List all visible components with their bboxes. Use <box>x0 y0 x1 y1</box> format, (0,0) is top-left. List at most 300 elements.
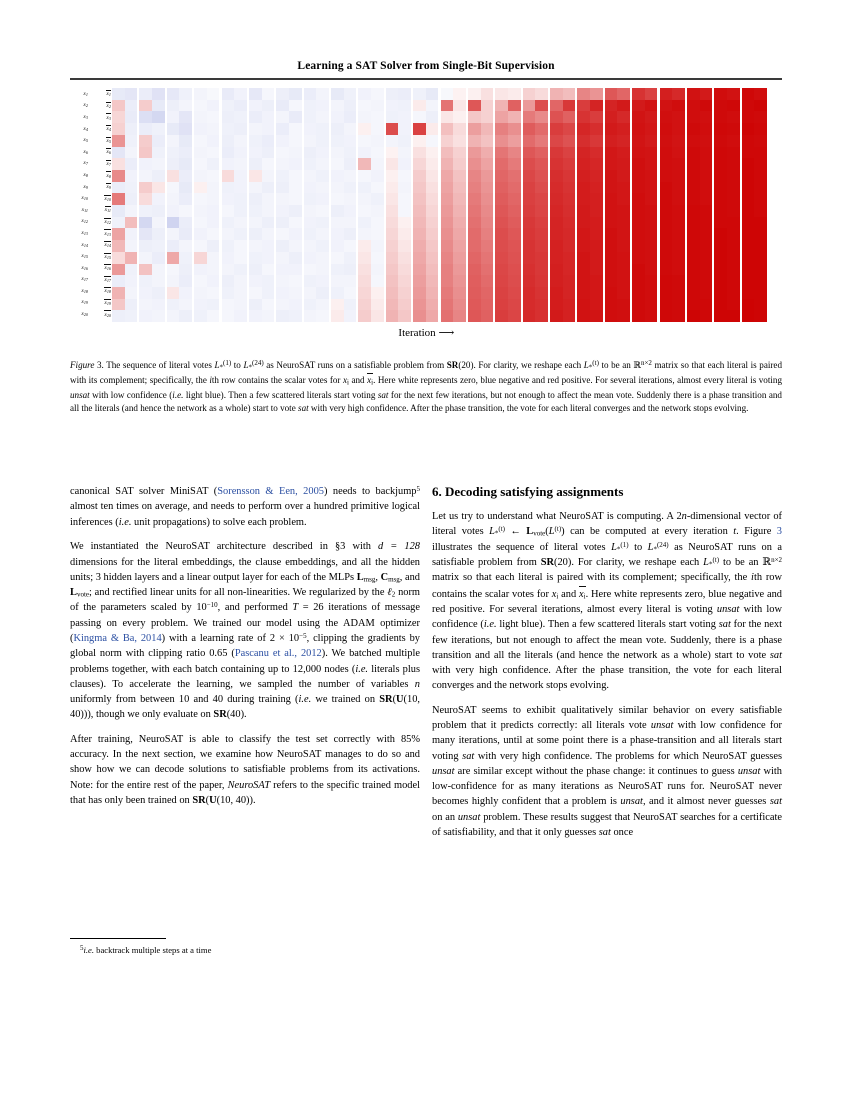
heatmap-cell <box>207 88 220 100</box>
heatmap-cell <box>441 88 454 100</box>
heatmap-cell <box>371 217 384 229</box>
heatmap-iteration-column <box>222 88 247 322</box>
heatmap-cell <box>563 252 576 264</box>
heatmap-cell <box>617 147 630 159</box>
heatmap-cell <box>577 123 590 135</box>
heatmap-literal-subcolumn <box>222 88 235 322</box>
heatmap-cell <box>645 135 658 147</box>
heatmap-cell <box>617 228 630 240</box>
heatmap-cell <box>605 264 618 276</box>
heatmap-cell <box>550 123 563 135</box>
heatmap-cell <box>660 299 673 311</box>
heatmap-cell <box>714 123 727 135</box>
heatmap-cell <box>617 310 630 322</box>
heatmap-cell <box>413 275 426 287</box>
heatmap-cell <box>672 147 685 159</box>
heatmap-literal-subcolumn <box>112 88 125 322</box>
heatmap-cell <box>508 100 521 112</box>
heatmap-cell <box>262 252 275 264</box>
heatmap-cell <box>700 123 713 135</box>
heatmap-cell <box>289 264 302 276</box>
heatmap-cell <box>632 240 645 252</box>
heatmap-complement-subcolumn <box>645 88 658 322</box>
heatmap-container <box>70 86 782 324</box>
heatmap-cell <box>605 135 618 147</box>
heatmap-cell <box>495 287 508 299</box>
heatmap-cell <box>687 147 700 159</box>
heatmap-cell <box>139 252 152 264</box>
heatmap-cell <box>276 123 289 135</box>
heatmap-cell <box>563 158 576 170</box>
heatmap-cell <box>398 135 411 147</box>
heatmap-cell <box>577 170 590 182</box>
heatmap-cell <box>453 240 466 252</box>
heatmap-cell <box>179 182 192 194</box>
heatmap-cell <box>742 182 755 194</box>
heatmap-cell <box>179 193 192 205</box>
citation-kingma-ba[interactable]: Kingma & Ba, 2014 <box>73 633 162 645</box>
heatmap-cell <box>617 287 630 299</box>
heatmap-cell <box>413 252 426 264</box>
heatmap-cell <box>386 135 399 147</box>
heatmap-literal-subcolumn <box>687 88 700 322</box>
heatmap-cell <box>632 310 645 322</box>
heatmap-cell <box>453 158 466 170</box>
heatmap-cell <box>550 287 563 299</box>
heatmap-cell <box>304 111 317 123</box>
heatmap-cell <box>453 88 466 100</box>
heatmap-cell <box>331 205 344 217</box>
heatmap-cell <box>316 88 329 100</box>
heatmap-cell <box>398 100 411 112</box>
heatmap-cell <box>179 135 192 147</box>
heatmap-complement-subcolumn <box>754 88 767 322</box>
heatmap-cell <box>700 228 713 240</box>
heatmap-cell <box>727 310 740 322</box>
heatmap-cell <box>316 147 329 159</box>
heatmap-cell <box>495 88 508 100</box>
heatmap-cell <box>523 287 536 299</box>
heatmap-cell <box>289 158 302 170</box>
heatmap-cell <box>700 310 713 322</box>
heatmap-cell <box>167 252 180 264</box>
citation-pascanu[interactable]: Pascanu et al., 2012 <box>234 648 322 660</box>
heatmap-cell <box>386 170 399 182</box>
heatmap-cell <box>207 275 220 287</box>
heatmap-cell <box>249 275 262 287</box>
heatmap-iteration-column <box>714 88 739 322</box>
heatmap-cell <box>167 299 180 311</box>
heatmap-cell <box>194 299 207 311</box>
heatmap-cell <box>262 193 275 205</box>
heatmap-iteration-column <box>550 88 575 322</box>
heatmap-cell <box>112 240 125 252</box>
heatmap-cell <box>426 182 439 194</box>
heatmap-literal-subcolumn <box>249 88 262 322</box>
heatmap-cell <box>386 100 399 112</box>
heatmap-cell <box>125 299 138 311</box>
heatmap-cell <box>289 217 302 229</box>
heatmap-row-label: x1 x1 <box>83 90 111 98</box>
heatmap-cell <box>563 310 576 322</box>
heatmap-cell <box>304 240 317 252</box>
heatmap-cell <box>700 264 713 276</box>
heatmap-cell <box>234 275 247 287</box>
heatmap-cell <box>605 299 618 311</box>
heatmap-cell <box>152 264 165 276</box>
heatmap-cell <box>262 217 275 229</box>
heatmap-cell <box>371 299 384 311</box>
heatmap-cell <box>222 111 235 123</box>
heatmap-cell <box>727 264 740 276</box>
heatmap-cell <box>316 135 329 147</box>
heatmap-cell <box>344 287 357 299</box>
heatmap-cell <box>249 299 262 311</box>
heatmap-cell <box>167 275 180 287</box>
heatmap-cell <box>276 88 289 100</box>
heatmap-cell <box>207 264 220 276</box>
heatmap-cell <box>426 310 439 322</box>
heatmap-cell <box>234 135 247 147</box>
heatmap-cell <box>754 123 767 135</box>
heatmap-cell <box>125 88 138 100</box>
heatmap-cell <box>398 123 411 135</box>
heatmap-cell <box>590 182 603 194</box>
heatmap-cell <box>535 275 548 287</box>
heatmap-cell <box>727 240 740 252</box>
heatmap-cell <box>179 287 192 299</box>
heatmap-cell <box>742 264 755 276</box>
heatmap-cell <box>152 205 165 217</box>
heatmap-cell <box>727 170 740 182</box>
heatmap-cell <box>495 217 508 229</box>
heatmap-cell <box>617 193 630 205</box>
heatmap-cell <box>304 310 317 322</box>
heatmap-cell <box>468 275 481 287</box>
heatmap-cell <box>139 299 152 311</box>
heatmap-cell <box>426 264 439 276</box>
heatmap-cell <box>563 217 576 229</box>
heatmap-cell <box>645 228 658 240</box>
heatmap-cell <box>344 275 357 287</box>
heatmap-cell <box>276 240 289 252</box>
heatmap-cell <box>577 299 590 311</box>
heatmap-cell <box>262 275 275 287</box>
heatmap-cell <box>344 158 357 170</box>
heatmap-cell <box>152 193 165 205</box>
heatmap-cell <box>316 217 329 229</box>
heatmap-literal-subcolumn <box>742 88 755 322</box>
heatmap-cell <box>289 135 302 147</box>
heatmap-cell <box>289 252 302 264</box>
heatmap-cell <box>179 299 192 311</box>
heatmap-cell <box>194 182 207 194</box>
heatmap-cell <box>331 100 344 112</box>
heatmap-cell <box>687 217 700 229</box>
heatmap-cell <box>754 240 767 252</box>
heatmap-cell <box>754 310 767 322</box>
heatmap-literal-subcolumn <box>139 88 152 322</box>
heatmap-cell <box>358 135 371 147</box>
heatmap-cell <box>563 147 576 159</box>
heatmap-cell <box>152 299 165 311</box>
heatmap-cell <box>207 193 220 205</box>
heatmap-cell <box>222 252 235 264</box>
heatmap-cell <box>714 264 727 276</box>
heatmap-cell <box>742 123 755 135</box>
heatmap-cell <box>139 88 152 100</box>
heatmap-row-label: x3 x3 <box>83 113 111 121</box>
heatmap-cell <box>331 252 344 264</box>
heatmap-cell <box>481 252 494 264</box>
heatmap-cell <box>179 217 192 229</box>
heatmap-cell <box>276 170 289 182</box>
heatmap-cell <box>386 228 399 240</box>
heatmap-cell <box>222 217 235 229</box>
paragraph-behavior: NeuroSAT seems to exhibit qualitatively similar behavior on every satisfiable problem that it predicts correctly: all literals vote unsat with low confidence for many iterations, until at some point there is a phase-transition and all literals start voting sat with very high confidence. The problems for which NeuroSAT guesses unsat are similar except without the phase change: it continues to guess unsat with low-confidence for as many iterations as NeuroSAT runs for. NeuroSAT never becomes highly confident that a problem is unsat, and it almost never guesses sat on an unsat problem. These results suggest that NeuroSAT searches for a certificate of satisfiability, and that it only guesses sat once <box>432 705 782 838</box>
heatmap-cell <box>481 170 494 182</box>
heatmap-cell <box>617 240 630 252</box>
heatmap-cell <box>249 182 262 194</box>
axis-label-text: Iteration <box>398 327 436 339</box>
heatmap-cell <box>660 217 673 229</box>
footnote-ref-5[interactable]: 5 <box>416 485 421 493</box>
heatmap-cell <box>413 147 426 159</box>
heatmap-cell <box>371 193 384 205</box>
heatmap-cell <box>234 217 247 229</box>
heatmap-cell <box>331 310 344 322</box>
heatmap-row-label: x16 x16 <box>81 264 111 272</box>
left-column <box>70 484 420 818</box>
heatmap-iteration-column <box>687 88 712 322</box>
heatmap-cell <box>550 111 563 123</box>
heatmap-cell <box>152 252 165 264</box>
heatmap-cell <box>481 135 494 147</box>
heatmap-cell <box>276 111 289 123</box>
heatmap-cell <box>398 158 411 170</box>
heatmap-cell <box>523 182 536 194</box>
heatmap-cell <box>508 275 521 287</box>
heatmap-cell <box>660 264 673 276</box>
citation-sorensson-een[interactable]: Sorensson & Een, 2005 <box>217 486 324 498</box>
heatmap-cell <box>645 275 658 287</box>
heatmap-cell <box>386 217 399 229</box>
heatmap-cell <box>535 88 548 100</box>
heatmap-cell <box>179 111 192 123</box>
heatmap-cell <box>700 252 713 264</box>
heatmap-cell <box>632 88 645 100</box>
heatmap-cell <box>700 287 713 299</box>
heatmap-cell <box>194 111 207 123</box>
heatmap-cell <box>222 123 235 135</box>
heatmap-cell <box>617 88 630 100</box>
heatmap-cell <box>289 170 302 182</box>
heatmap-cell <box>441 205 454 217</box>
heatmap-cell <box>125 205 138 217</box>
heatmap-cell <box>754 193 767 205</box>
heatmap-complement-subcolumn <box>563 88 576 322</box>
heatmap-cell <box>700 111 713 123</box>
heatmap-cell <box>179 205 192 217</box>
heatmap-cell <box>358 310 371 322</box>
heatmap-cell <box>645 158 658 170</box>
heatmap-cell <box>234 264 247 276</box>
heatmap-cell <box>687 123 700 135</box>
heatmap-cell <box>441 252 454 264</box>
heatmap-cell <box>331 275 344 287</box>
heatmap-cell <box>672 217 685 229</box>
heatmap-iteration-column <box>495 88 520 322</box>
heatmap-cell <box>222 182 235 194</box>
heatmap-cell <box>590 287 603 299</box>
heatmap-cell <box>754 135 767 147</box>
heatmap-cell <box>386 88 399 100</box>
heatmap-cell <box>179 275 192 287</box>
heatmap-cell <box>660 111 673 123</box>
heatmap-cell <box>207 310 220 322</box>
heatmap-cell <box>577 228 590 240</box>
heatmap-cell <box>700 205 713 217</box>
heatmap-literal-subcolumn <box>304 88 317 322</box>
heatmap-cell <box>714 205 727 217</box>
heatmap-cell <box>535 147 548 159</box>
heatmap-cell <box>714 287 727 299</box>
heatmap-cell <box>371 170 384 182</box>
heatmap-cell <box>523 252 536 264</box>
heatmap-cell <box>398 205 411 217</box>
heatmap-cell <box>222 228 235 240</box>
heatmap-cell <box>289 193 302 205</box>
heatmap-cell <box>413 100 426 112</box>
heatmap-cell <box>550 264 563 276</box>
heatmap-cell <box>194 88 207 100</box>
heatmap-cell <box>139 287 152 299</box>
heatmap-cell <box>742 205 755 217</box>
heatmap-cell <box>304 205 317 217</box>
heatmap-cell <box>590 88 603 100</box>
heatmap-cell <box>563 228 576 240</box>
heatmap-complement-subcolumn <box>234 88 247 322</box>
heatmap-cell <box>112 217 125 229</box>
heatmap-cell <box>167 111 180 123</box>
heatmap-cell <box>398 240 411 252</box>
heatmap-cell <box>112 100 125 112</box>
heatmap-iteration-column <box>386 88 411 322</box>
heatmap-cell <box>331 240 344 252</box>
heatmap-cell <box>125 228 138 240</box>
heatmap-cell <box>495 182 508 194</box>
heatmap-cell <box>289 147 302 159</box>
heatmap-cell <box>441 170 454 182</box>
heatmap-cell <box>687 193 700 205</box>
heatmap-cell <box>441 147 454 159</box>
heatmap-cell <box>481 88 494 100</box>
heatmap-cell <box>413 111 426 123</box>
heatmap-cell <box>262 299 275 311</box>
heatmap-grid <box>112 88 767 322</box>
heatmap-literal-subcolumn <box>331 88 344 322</box>
figure-reference-3[interactable]: 3 <box>776 526 782 538</box>
heatmap-cell <box>495 310 508 322</box>
right-column <box>432 484 782 850</box>
heatmap-cell <box>754 252 767 264</box>
heatmap-cell <box>125 310 138 322</box>
heatmap-cell <box>249 158 262 170</box>
heatmap-cell <box>304 88 317 100</box>
heatmap-cell <box>742 240 755 252</box>
heatmap-cell <box>645 252 658 264</box>
heatmap-cell <box>194 135 207 147</box>
heatmap-complement-subcolumn <box>426 88 439 322</box>
heatmap-cell <box>371 310 384 322</box>
heatmap-cell <box>550 228 563 240</box>
heatmap-cell <box>687 205 700 217</box>
heatmap-cell <box>453 147 466 159</box>
heatmap-cell <box>152 228 165 240</box>
heatmap-complement-subcolumn <box>289 88 302 322</box>
heatmap-cell <box>234 310 247 322</box>
heatmap-cell <box>331 170 344 182</box>
heatmap-complement-subcolumn <box>590 88 603 322</box>
heatmap-cell <box>262 170 275 182</box>
heatmap-cell <box>344 217 357 229</box>
heatmap-cell <box>276 252 289 264</box>
heatmap-cell <box>358 287 371 299</box>
heatmap-cell <box>468 123 481 135</box>
heatmap-cell <box>344 147 357 159</box>
heatmap-cell <box>222 100 235 112</box>
heatmap-cell <box>700 299 713 311</box>
heatmap-cell <box>535 217 548 229</box>
heatmap-cell <box>249 252 262 264</box>
heatmap-cell <box>398 287 411 299</box>
heatmap-cell <box>617 170 630 182</box>
heatmap-cell <box>577 205 590 217</box>
heatmap-cell <box>632 100 645 112</box>
heatmap-cell <box>714 147 727 159</box>
heatmap-cell <box>112 135 125 147</box>
heatmap-cell <box>700 240 713 252</box>
heatmap-cell <box>179 100 192 112</box>
heatmap-cell <box>754 182 767 194</box>
heatmap-cell <box>331 287 344 299</box>
heatmap-cell <box>194 193 207 205</box>
heatmap-cell <box>672 135 685 147</box>
heatmap-cell <box>508 228 521 240</box>
heatmap-complement-subcolumn <box>535 88 548 322</box>
heatmap-cell <box>523 147 536 159</box>
heatmap-cell <box>632 252 645 264</box>
heatmap-cell <box>714 182 727 194</box>
heatmap-cell <box>386 275 399 287</box>
heatmap-cell <box>344 100 357 112</box>
heatmap-cell <box>660 170 673 182</box>
heatmap-iteration-column <box>276 88 301 322</box>
heatmap-cell <box>331 299 344 311</box>
heatmap-complement-subcolumn <box>344 88 357 322</box>
heatmap-cell <box>125 193 138 205</box>
heatmap-cell <box>441 111 454 123</box>
heatmap-cell <box>413 217 426 229</box>
heatmap-cell <box>481 228 494 240</box>
heatmap-cell <box>550 299 563 311</box>
heatmap-cell <box>672 111 685 123</box>
heatmap-cell <box>687 310 700 322</box>
heatmap-cell <box>112 123 125 135</box>
heatmap-cell <box>222 240 235 252</box>
heatmap-cell <box>344 240 357 252</box>
heatmap-cell <box>167 193 180 205</box>
